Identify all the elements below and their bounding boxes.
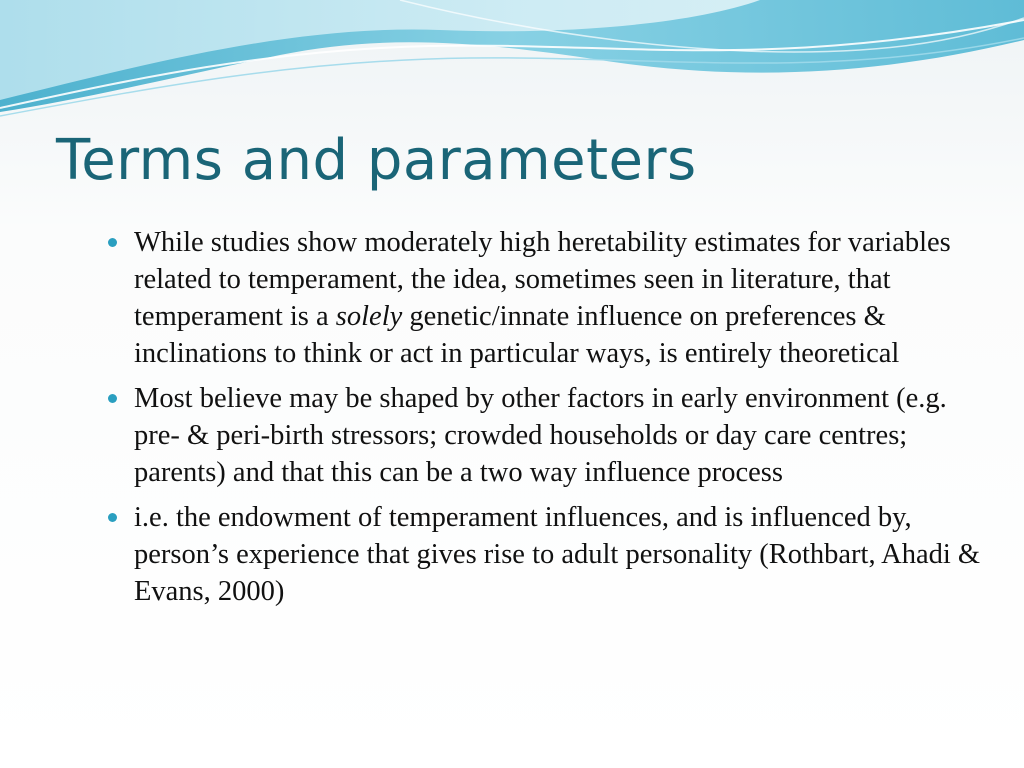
bullet-icon (108, 513, 117, 522)
bullet-item-3 (106, 499, 986, 610)
bullet-list (106, 224, 986, 618)
bullet-item-1 (106, 224, 986, 372)
slide-title: Terms and parameters (56, 128, 697, 193)
bullet-icon (108, 394, 117, 403)
bullet-item-2 (106, 380, 986, 491)
bullet-1-text-end: genetic/innate influence on preferences & inclinations to think or act in particular ways, is entirely theoretical (134, 301, 900, 369)
bullet-1-emphasis: solely (335, 301, 403, 332)
bullet-3-text: i.e. the endowment of temperament influences, and is influenced by, person’s experience that gives rise to adult personality (Rothbart, Ahadi & Evans, 2000) (134, 502, 981, 607)
bullet-2-text: Most believe may be shaped by other factors in early environment (e.g. pre- & peri-birth stressors; crowded households or day care centres; parents) and that this can be a two way influence process (134, 383, 947, 488)
header-wave-decoration (0, 0, 1024, 130)
bullet-1-text-start: While studies show moderately high heretability estimates for variables related to temperament, the idea, sometimes seen in literature, that temperament is a (134, 227, 951, 332)
bullet-icon (108, 238, 117, 247)
